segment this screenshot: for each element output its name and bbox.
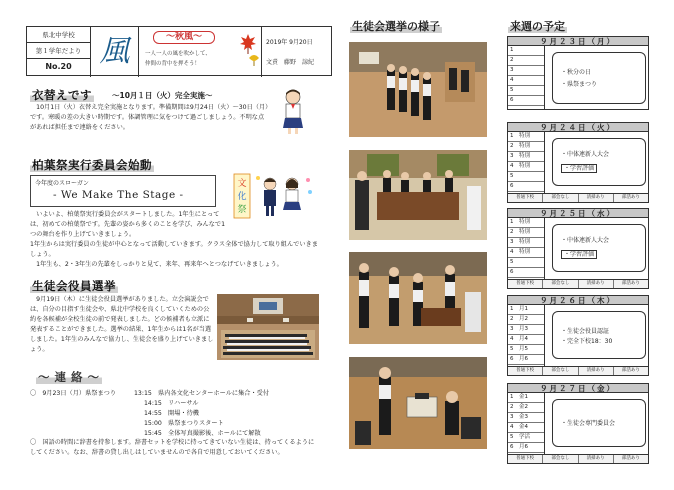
period-slot: 3 月3 <box>508 325 544 335</box>
column-divider <box>544 218 545 279</box>
school-name: 県北中学校 <box>27 27 90 43</box>
day-title: ９月２５日（水） <box>507 208 649 218</box>
footer-cell: 部会なし <box>543 367 578 375</box>
event-row: 14:55 開場・待機 <box>144 410 199 417</box>
period-slot: 5 月5 <box>508 345 544 355</box>
footer-cell: 普通下校 <box>508 194 543 202</box>
masthead-school-block <box>27 27 91 77</box>
election-body: 9月19日（木）に生徒会役員選挙がありました。立会演説会では、自分の目指す生徒会や、県北中学校を良くしていくための公約を各候補が全校生徒の前で発表しました。どの候補者も立派に発表することができました。選挙の結果、1年生からは1名が当選しました。1年生のみんなで協力し、生徒会を盛り上げていきましょう。 <box>30 296 214 353</box>
period-slot: 3 <box>508 66 544 76</box>
notice-item-2: 〇 国語の時間に辞書を持参します。辞書セットを学校に持ってきていない生徒は、持ってくるようにしてください。なお、辞書の貸し出しはしていませんので各自で用意しておいてください。 <box>30 439 315 456</box>
koromogae-body: 10月1日（火）衣替え完全実施となります。準備期間は9月24日（火）〜30日（月）です。寒暖の差の大きい時期です。体調管理に気をつけて過ごしましょう。不明な点があれば担任まで連絡をください。 <box>30 104 269 131</box>
kashiwaba-body-2: 1年生からは実行委員の生徒が中心となって活動していきます。クラス全体で協力して取り組んでいきましょう。 <box>30 241 318 258</box>
day-note-boxed: ・学習評価 <box>561 250 597 259</box>
culture-festival-illustration <box>230 172 316 222</box>
footer-cell: 部会なし <box>543 280 578 288</box>
day-body <box>507 305 649 367</box>
day-title: ９月２６日（木） <box>507 295 649 305</box>
day-body <box>507 132 649 194</box>
day-footer <box>507 194 649 203</box>
day-note <box>561 163 597 172</box>
ginkgo-leaf-icon <box>247 53 261 67</box>
footer-cell: 普通下校 <box>508 455 543 463</box>
day-note: ・中体連新人大会 <box>561 151 610 158</box>
footer-cell: 部活あり <box>621 456 640 461</box>
day-body <box>507 218 649 280</box>
election-photos-title: 生徒会選挙の様子 <box>352 20 440 33</box>
footer-cell: 部活あり <box>621 368 640 373</box>
notice-item-1: 〇 9月23日（月）県祭まつり <box>30 390 117 397</box>
period-slot: 6 <box>508 182 544 192</box>
footer-cell: 清掃あり <box>579 367 614 375</box>
election-photo-3 <box>349 252 487 344</box>
footer-cell: 部活あり <box>621 281 640 286</box>
day-note-box <box>552 138 646 186</box>
schedule-day <box>507 383 649 464</box>
koromogae-subheading: 〜10月１日（火）完全実施〜 <box>112 91 213 100</box>
period-slot: 1 月1 <box>508 305 544 315</box>
slogan-box <box>30 175 216 207</box>
issue-number: No.20 <box>45 62 72 71</box>
column-divider <box>544 305 545 366</box>
period-slot: 2 月2 <box>508 315 544 325</box>
day-note-box <box>552 224 646 272</box>
day-body <box>507 393 649 455</box>
period-slot: 2 特別 <box>508 142 544 152</box>
footer-cell: 清掃あり <box>579 280 614 288</box>
period-slot: 5 <box>508 258 544 268</box>
festival-sign-char-2: 化 <box>237 192 247 202</box>
motto-title: 〜秋風〜 <box>153 31 215 44</box>
election-gym-photo <box>217 294 319 360</box>
footer-cell: 部会なし <box>543 194 578 202</box>
schedule-day <box>507 208 649 289</box>
period-slot: 4 特別 <box>508 248 544 258</box>
footer-cell: 普通下校 <box>508 367 543 375</box>
newsletter-logo: 風 <box>91 27 139 77</box>
day-note-box <box>552 52 646 104</box>
maple-leaf-icon <box>239 33 257 55</box>
election-photo-4 <box>349 357 487 449</box>
day-footer <box>507 280 649 289</box>
period-slot: 3 特別 <box>508 152 544 162</box>
day-title: ９月２７日（金） <box>507 383 649 393</box>
day-note-box <box>552 311 646 359</box>
period-slot: 4 特別 <box>508 162 544 172</box>
period-slot: 2 金2 <box>508 403 544 413</box>
period-slot: 6 <box>508 268 544 278</box>
day-footer <box>507 455 649 464</box>
footer-cell: 部活あり <box>621 195 640 200</box>
period-slot: 1 金1 <box>508 393 544 403</box>
period-slot: 4 金4 <box>508 423 544 433</box>
event-row: 15:00 県祭まつりスタート <box>144 420 224 427</box>
kashiwaba-body-3: 1年生も、2・3年生の先輩をしっかりと見て、来年、再来年へとつなげていきましょう。 <box>30 261 283 268</box>
period-slot: 6 <box>508 96 544 106</box>
day-note-boxed: ・学習評価 <box>561 164 597 173</box>
motto-line-1: 一人一人の風を吹かして、 <box>145 51 211 57</box>
schedule-title: 来週の予定 <box>510 20 565 33</box>
author-credit: 文責 藤野 諒紀 <box>266 59 315 66</box>
schedule-day <box>507 295 649 376</box>
day-title: ９月２３日（月） <box>507 36 649 46</box>
period-slot: 3 金3 <box>508 413 544 423</box>
day-note: ・生徒会専門委員会 <box>561 420 616 427</box>
period-slot: 1 特別 <box>508 132 544 142</box>
period-slot: 2 <box>508 56 544 66</box>
period-slot: 4 月4 <box>508 335 544 345</box>
event-row: 13:15 県内各文化センターホールに集合・受付 <box>134 390 270 397</box>
festival-sign-char-1: 文 <box>237 179 247 189</box>
motto-line-2: 仲間の背中を押そう！ <box>145 61 201 67</box>
period-slot: 2 特別 <box>508 228 544 238</box>
period-slot: 1 特別 <box>508 218 544 228</box>
day-footer <box>507 367 649 376</box>
day-note: ・完全下校18：30 <box>561 338 613 345</box>
period-slot: 1 <box>508 46 544 56</box>
footer-cell: 普通下校 <box>508 280 543 288</box>
masthead-info <box>261 27 333 77</box>
period-slot: 5 <box>508 172 544 182</box>
kashiwaba-body-1: いよいよ、柏葉祭実行委員会がスタートしました。1年生にとっては、初めての柏葉祭です。先輩の姿から多くのことを学び、みんなで1つの舞台を作り上げていきましょう。 <box>30 211 226 238</box>
newsletter-name: 第１学年だより <box>27 43 90 59</box>
election-heading: 生徒会役員選挙 <box>32 279 116 293</box>
footer-cell: 清掃あり <box>579 455 614 463</box>
day-note: ・県祭まつり <box>561 81 598 88</box>
period-slot: 3 特別 <box>508 238 544 248</box>
period-slot: 5 学活 <box>508 433 544 443</box>
slogan-text: - We Make The Stage - <box>53 189 184 201</box>
election-photo-2 <box>349 150 487 240</box>
footer-cell: 清掃あり <box>579 194 614 202</box>
day-note: ・生徒会役員認証 <box>561 328 610 335</box>
column-divider <box>544 132 545 193</box>
kashiwaba-heading: 柏葉祭実行委員会始動 <box>32 158 152 172</box>
day-note <box>561 249 597 258</box>
schedule-day <box>507 122 649 203</box>
period-slot: 6 月6 <box>508 355 544 365</box>
masthead-motto <box>139 27 261 77</box>
column-divider <box>544 46 545 109</box>
day-body <box>507 46 649 110</box>
footer-cell: 部会なし <box>543 455 578 463</box>
period-slot: 5 <box>508 86 544 96</box>
day-note: ・秋分の日 <box>561 69 592 76</box>
notice-heading: 〜 連 絡 〜 <box>38 370 100 384</box>
masthead <box>26 26 332 76</box>
day-title: ９月２４日（火） <box>507 122 649 132</box>
period-slot: 6 月6 <box>508 443 544 453</box>
koromogae-heading: 衣替えです <box>32 88 92 102</box>
column-divider <box>544 393 545 454</box>
schedule-day <box>507 36 649 110</box>
event-row: 15:45 全体写真撮影後、ホールにて解散 <box>144 430 261 437</box>
period-slot: 4 <box>508 76 544 86</box>
day-note: ・中体連新人大会 <box>561 237 610 244</box>
day-note-box <box>552 399 646 447</box>
slogan-label: 今年度のスローガン <box>35 180 89 187</box>
festival-sign-char-3: 祭 <box>237 205 247 215</box>
election-photo-1 <box>349 42 487 137</box>
issue-date: 2019年 9月20日 <box>266 39 313 46</box>
event-row: 14:15 リハーサル <box>144 400 199 407</box>
student-uniform-illustration <box>278 88 308 136</box>
